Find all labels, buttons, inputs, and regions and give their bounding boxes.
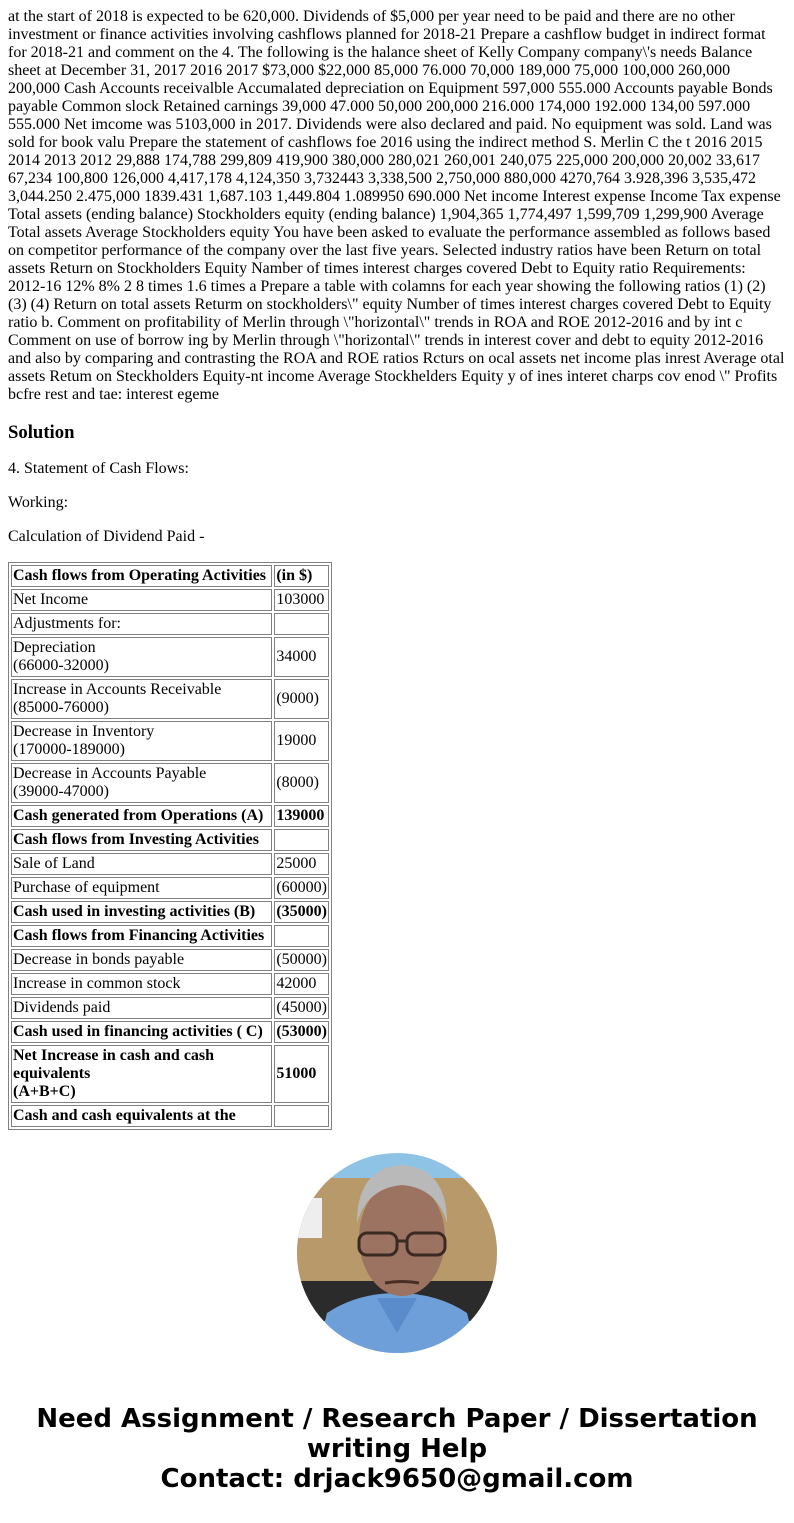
table-row — [11, 973, 329, 995]
footer-line: Need Assignment / Research Paper / Dissertation — [36, 1404, 758, 1434]
row-value: 103000 — [274, 589, 329, 611]
row-value — [274, 925, 329, 947]
row-label: Purchase of equipment — [11, 877, 272, 899]
row-label: Cash flows from Investing Activities — [11, 829, 272, 851]
table-row — [11, 997, 329, 1019]
row-value: 34000 — [274, 637, 329, 677]
label-calc: (66000-32000) — [13, 657, 109, 674]
row-value: (35000) — [274, 901, 329, 923]
table-row — [11, 613, 329, 635]
label-calc: (39000-47000) — [13, 783, 109, 800]
row-value: (50000) — [274, 949, 329, 971]
cashflow-table-container — [8, 562, 786, 1130]
table-row — [11, 637, 329, 677]
solution-heading: Solution — [8, 422, 75, 443]
row-value: 25000 — [274, 853, 329, 875]
label-text: Net Increase in cash and cash — [13, 1047, 215, 1064]
page-content — [8, 8, 786, 1130]
table-row — [11, 853, 329, 875]
row-value: 42000 — [274, 973, 329, 995]
row-value: 139000 — [274, 805, 329, 827]
label-text: Decrease in Accounts Payable — [13, 765, 207, 782]
solution-line: 4. Statement of Cash Flows: — [8, 460, 189, 477]
table-row — [11, 901, 329, 923]
row-value: (45000) — [274, 997, 329, 1019]
label-calc: (170000-189000) — [13, 741, 125, 758]
table-row — [11, 679, 329, 719]
row-value — [274, 613, 329, 635]
row-label: Dividends paid — [11, 997, 272, 1019]
footer-banner — [0, 1404, 794, 1494]
row-value: (9000) — [274, 679, 329, 719]
author-photo — [297, 1153, 497, 1353]
table-row — [11, 829, 329, 851]
table-row — [11, 925, 329, 947]
row-label — [11, 637, 272, 677]
row-value — [274, 829, 329, 851]
label-calc: (85000-76000) — [13, 699, 109, 716]
row-label: Net Income — [11, 589, 272, 611]
cashflow-table — [8, 562, 332, 1130]
row-value: (8000) — [274, 763, 329, 803]
table-row — [11, 1021, 329, 1043]
row-value: (60000) — [274, 877, 329, 899]
row-label: Cash flows from Financing Activities — [11, 925, 272, 947]
row-label — [11, 679, 272, 719]
header-unit: (in $) — [274, 565, 329, 587]
question-text: at the start of 2018 is expected to be 620,000. Dividends of $5,000 per year need to be paid and there are no other investment or finance activities involving cashflows planned for 2018-21 Prepare a cashflow budget in indirect format for 2018-21 and comment on the 4. The following is the halance sheet of Kelly Company company\'s needs Balance sheet at December 31, 2017 2016 2017 $73,000 $22,000 85,000 76.000 70,000 189,000 75,000 100,000 260,000 200,000 Cash Accounts receivalble Accumalated depreciation on Equipment 597,000 555.000 Accounts payable Bonds payable Common slock Retained carnings 39,000 47.000 50,000 200,000 216.000 174,000 192.000 134,00 597.000 555.000 Net imcome was 5103,000 in 2017. Dividends were also declared and paid. No equipment was sold. Land was sold for book valu Prepare the statement of cashflows foe 2016 using the indirect method S. Merlin C the t 2016 2015 2014 2013 2012 29,888 174,788 299,809 419,900 380,000 280,021 260,001 240,075 225,000 200,000 20,002 33,617 67,234 100,800 126,000 4,417,178 4,124,350 3,732443 3,338,500 2,750,000 880,000 4270,764 3.928,396 3,535,472 3,044.250 2.475,000 1839.431 1,687.103 1,449.804 1.089950 690.000 Net income Interest expense Income Tax expense Total assets (ending balance) Stockholders equity (ending balance) 1,904,365 1,774,497 1,599,709 1,299,900 Average Total assets Average Stockholders equity You have been asked to evaluate the performance assembled as follows based on competitor performance of the company over the last five years. Selected industry ratios have been Return on total assets Return on Stockholders Equity Namber of times interest charges covered Debt to Equity ratio Requirements: 2012-16 12% 8% 2 8 times 1.6 times a Prepare a table with colamns for each year showing the following ratios (1) (2) (3) (4) Return on total assets Returm on stockholders\" equity Number of times interest charges covered Debt to Equity ratio b. Comment on profitability of Merlin through \"horizontal\" trends in ROA and ROE 2012-2016 and by int c Comment on use of borrow ing by Merlin through \"horizontal\" trends in interest cover and debt to equity 2012-2016 and also by comparing and contrasting the ROA and ROE ratios Rcturs on ocal assets net income plas inrest Average otal assets Retum on Steckholders Equity-nt income Average Stockhelders Equity y of ines interet charps cov enod \" Profits bcfre rest and tae: interest egeme — [8, 8, 785, 403]
label-calc: (A+B+C) — [13, 1083, 76, 1100]
working-label: Working: — [8, 494, 69, 511]
row-label: Decrease in bonds payable — [11, 949, 272, 971]
table-row — [11, 877, 329, 899]
table-row — [11, 949, 329, 971]
row-value: 19000 — [274, 721, 329, 761]
row-label: Adjustments for: — [11, 613, 272, 635]
label-text: Depreciation — [13, 639, 96, 656]
table-row — [11, 721, 329, 761]
row-label: Cash generated from Operations (A) — [11, 805, 272, 827]
header-label: Cash flows from Operating Activities — [11, 565, 272, 587]
footer-contact: Contact: drjack9650@gmail.com — [160, 1464, 634, 1494]
row-label — [11, 763, 272, 803]
row-label: Increase in common stock — [11, 973, 272, 995]
table-row — [11, 1105, 329, 1127]
table-row — [11, 805, 329, 827]
label-text: equivalents — [13, 1065, 91, 1082]
dividend-calc-label: Calculation of Dividend Paid - — [8, 528, 205, 545]
row-label: Cash used in investing activities (B) — [11, 901, 272, 923]
row-label: Sale of Land — [11, 853, 272, 875]
row-value: 51000 — [274, 1045, 329, 1103]
row-label — [11, 1045, 272, 1103]
table-header-row — [11, 565, 329, 587]
row-label — [11, 721, 272, 761]
row-label: Cash used in financing activities ( C) — [11, 1021, 272, 1043]
table-row — [11, 1045, 329, 1103]
label-text: Increase in Accounts Receivable — [13, 681, 222, 698]
table-row — [11, 589, 329, 611]
row-value: (53000) — [274, 1021, 329, 1043]
row-label: Cash and cash equivalents at the — [11, 1105, 272, 1127]
label-text: Decrease in Inventory — [13, 723, 155, 740]
row-value — [274, 1105, 329, 1127]
table-row — [11, 763, 329, 803]
footer-line: writing Help — [306, 1434, 488, 1464]
